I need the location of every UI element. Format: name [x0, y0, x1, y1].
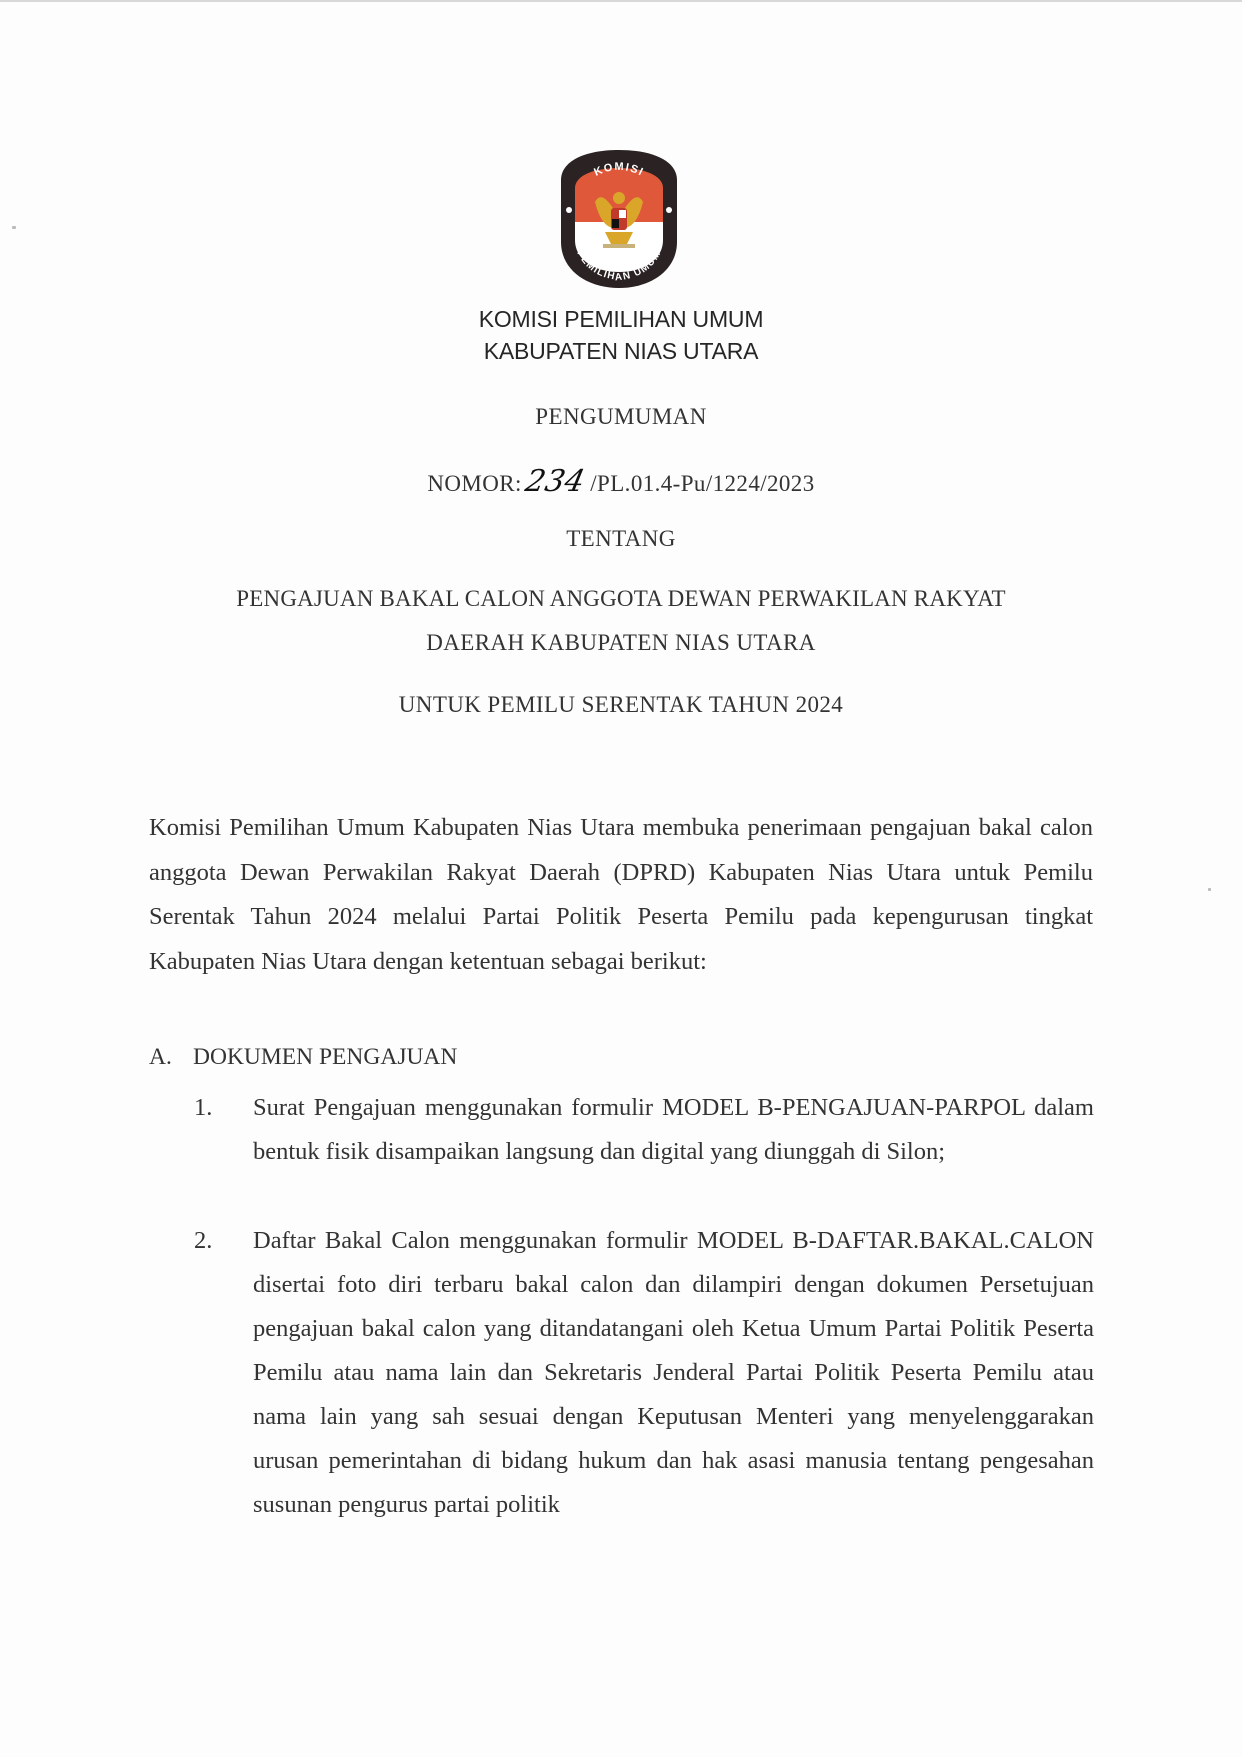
section-letter: A.	[149, 1044, 172, 1070]
intro-paragraph: Komisi Pemilihan Umum Kabupaten Nias Utara membuka penerimaan pengajuan bakal calon anggota Dewan Perwakilan Rakyat Daerah (DPRD) Kabupaten Nias Utara untuk Pemilu Serentak Tahun 2024 melalui Partai Politik Peserta Pemilu pada kepengurusan tingkat Kabupaten Nias Utara dengan ketentuan sebagai berikut:	[149, 814, 1093, 975]
nomor-label: NOMOR:	[427, 471, 522, 496]
svg-text:PEMILIHAN UMUM: PEMILIHAN UMUM	[574, 248, 664, 284]
section-heading	[149, 1044, 457, 1071]
title-line-3: UNTUK PEMILU SERENTAK TAHUN 2024	[398, 692, 844, 717]
org-region: KABUPATEN NIAS UTARA	[483, 338, 759, 364]
org-name: KOMISI PEMILIHAN UMUM	[478, 306, 764, 332]
list-item	[194, 1219, 1094, 1527]
kpu-logo-icon	[557, 148, 681, 290]
title-line-2: DAERAH KABUPATEN NIAS UTARA	[426, 630, 816, 655]
document-type: PENGUMUMAN	[535, 404, 707, 429]
tentang-label: TENTANG	[566, 526, 676, 551]
list-item-number: 2.	[194, 1227, 213, 1254]
nomor-handwritten: 234	[522, 464, 588, 499]
svg-text:KOMISI: KOMISI	[592, 160, 646, 179]
list-item	[194, 1086, 1094, 1174]
title-line-1: PENGAJUAN BAKAL CALON ANGGOTA DEWAN PERWAKILAN RAKYAT	[236, 586, 1006, 611]
list-item-number: 1.	[194, 1094, 213, 1121]
list-item-text: Surat Pengajuan menggunakan formulir MODEL B-PENGAJUAN-PARPOL dalam bentuk fisik disampaikan langsung dan digital yang diunggah di Silon;	[253, 1094, 1094, 1165]
nomor-suffix: /PL.01.4-Pu/1224/2023	[590, 471, 815, 496]
list-item-text: Daftar Bakal Calon menggunakan formulir MODEL B-DAFTAR.BAKAL.CALON disertai foto diri terbaru bakal calon dan dilampiri dengan dokumen Persetujuan pengajuan bakal calon yang ditandatangani oleh Ketua Umum Partai Politik Peserta Pemilu atau nama lain dan Sekretaris Jenderal Partai Politik Peserta Pemilu atau nama lain yang sah sesuai dengan Keputusan Menteri yang menyelenggarakan urusan pemerintahan di bidang hukum dan hak asasi manusia tentang pengesahan susunan pengurus partai politik	[253, 1227, 1094, 1518]
scan-artifact	[1208, 888, 1211, 891]
section-title: DOKUMEN PENGAJUAN	[193, 1044, 458, 1070]
document-number	[0, 464, 1242, 499]
scan-artifact	[12, 226, 16, 229]
scan-edge	[0, 0, 1242, 2]
